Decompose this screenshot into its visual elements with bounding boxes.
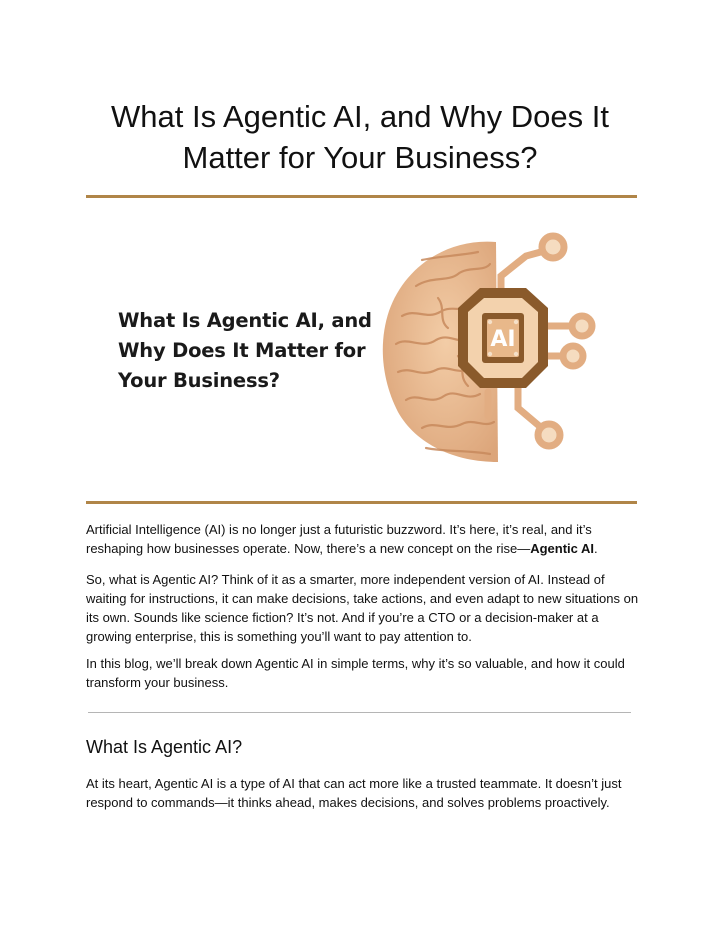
intro-paragraph-1 bbox=[86, 520, 641, 558]
chip-label: AI bbox=[490, 327, 516, 352]
agentic-ai-emphasis: Agentic AI bbox=[530, 541, 595, 556]
section-heading: What Is Agentic AI? bbox=[86, 737, 243, 757]
title-line-2: Matter for Your Business? bbox=[182, 140, 538, 175]
section-divider bbox=[88, 712, 631, 713]
hero-divider bbox=[86, 501, 637, 504]
intro-p1-end: . bbox=[594, 541, 598, 556]
hero-text-line-3: Your Business? bbox=[118, 369, 280, 392]
title-divider bbox=[86, 195, 637, 198]
intro-p1-text: Artificial Intelligence (AI) is no longer just a futuristic buzzword. It’s here, it’s real, and it’s reshaping how businesses operate. Now, there’s a new concept on the rise— bbox=[86, 522, 592, 556]
hero-banner-text bbox=[118, 306, 398, 396]
section-paragraph-1: At its heart, Agentic AI is a type of AI that can act more like a trusted teammate. It doesn’t just respond to commands—it thinks ahead, makes decisions, and solves problems proactively. bbox=[86, 776, 622, 810]
hero-text-line-2: Why Does It Matter for bbox=[118, 339, 366, 362]
hero-text-line-1: What Is Agentic AI, and bbox=[118, 309, 372, 332]
ai-chip bbox=[458, 288, 548, 388]
intro-paragraph-3: In this blog, we’ll break down Agentic AI in simple terms, why it’s so valuable, and how it could transform your business. bbox=[86, 656, 625, 690]
document-title bbox=[60, 96, 660, 178]
intro-paragraph-2: So, what is Agentic AI? Think of it as a smarter, more independent version of AI. Instead of waiting for instructions, it can make decisions, take actions, and even adapt to new situations on its own. Sounds like science fiction? It’s not. And if you’re a CTO or a decision-maker at a growing enterprise, this is something you’ll want to pay attention to. bbox=[86, 572, 639, 644]
title-line-1: What Is Agentic AI, and Why Does It bbox=[111, 99, 609, 134]
